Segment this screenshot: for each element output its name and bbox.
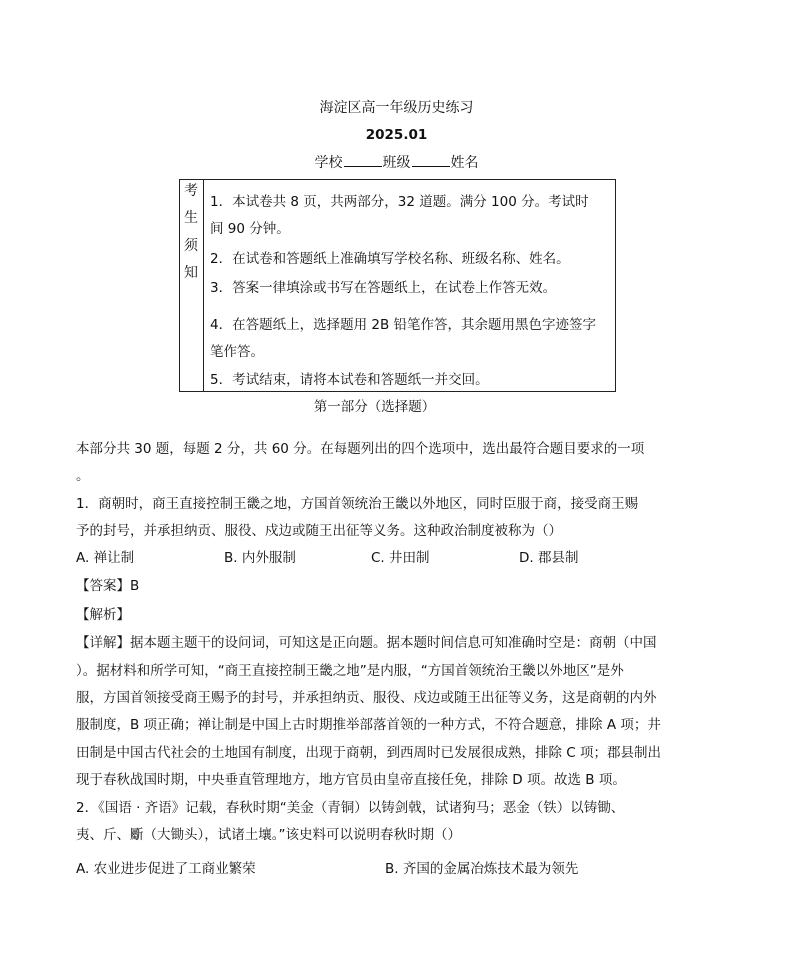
part1-title: 第一部分（选择题） xyxy=(313,399,436,415)
class-blank[interactable] xyxy=(412,165,450,167)
q1-option-c: C. 井田制 xyxy=(371,550,430,566)
part1-intro-cont: 。 xyxy=(76,468,90,484)
q1-analysis-label: 【解析】 xyxy=(76,607,130,623)
q2-option-b: B. 齐国的金属冶炼技术最为领先 xyxy=(385,861,579,877)
exam-notice-table xyxy=(179,179,616,392)
student-info-line xyxy=(0,152,793,172)
q1-detail-line: 服，方国首领接受商王赐予的封号，并承担纳贡、服役、戍边或随王出征等义务，这是商朝的内外 xyxy=(76,690,657,706)
notice-label-column xyxy=(180,180,204,391)
notice-label-char: 考 xyxy=(184,183,198,199)
q2-stem: 2．《国语 · 齐语》记载，春秋时期“美金（青铜）以铸剑戟，试诸狗马；恶金（铁）以铸锄、 xyxy=(76,800,625,816)
q1-option-b: B. 内外服制 xyxy=(224,550,296,566)
q1-detail-line: 田制是中国古代社会的土地国有制度，出现于商朝，到西周时已发展很成熟，排除 C 项；郡县制出 xyxy=(76,745,662,761)
school-blank[interactable] xyxy=(344,165,382,167)
q1-option-d: D. 郡县制 xyxy=(519,550,579,566)
notice-line: 笔作答。 xyxy=(210,344,264,360)
page-title: 海淀区高一年级历史练习 xyxy=(319,100,474,116)
q1-detail-line: 现于春秋战国时期，中央垂直管理地方，地方官员由皇帝直接任免，排除 D 项。故选 B 项。 xyxy=(76,772,626,788)
notice-line: 3．答案一律填涂或书写在答题纸上，在试卷上作答无效。 xyxy=(210,280,557,296)
part1-intro: 本部分共 30 题，每题 2 分，共 60 分。在每题列出的四个选项中，选出最符合题目要求的一项 xyxy=(76,441,645,457)
q1-stem: 1．商朝时，商王直接控制王畿之地，方国首领统治王畿以外地区，同时臣服于商，接受商王赐 xyxy=(76,496,639,512)
school-label: 学校 xyxy=(314,155,343,171)
notice-label-char: 知 xyxy=(184,265,198,281)
notice-line: 间 90 分钟。 xyxy=(210,221,290,237)
notice-label-char: 生 xyxy=(184,210,198,226)
q1-stem-cont: 予的封号，并承担纳贡、服役、戍边或随王出征等义务。这种政治制度被称为（） xyxy=(76,523,562,539)
name-label: 姓名 xyxy=(450,155,479,171)
notice-line: 4．在答题纸上，选择题用 2B 铅笔作答，其余题用黑色字迹签字 xyxy=(210,317,597,333)
q1-detail-line: 【详解】据本题主题干的设问词，可知这是正向题。据本题时间信息可知准确时空是：商朝（中国 xyxy=(76,635,657,651)
notice-line: 2．在试卷和答题纸上准确填写学校名称、班级名称、姓名。 xyxy=(210,251,570,267)
notice-line: 5．考试结束，请将本试卷和答题纸一并交回。 xyxy=(210,372,489,388)
notice-label-char: 须 xyxy=(184,238,198,254)
q1-detail-line: ）。据材料和所学可知，“商王直接控制王畿之地”是内服，“方国首领统治王畿以外地区”是外 xyxy=(76,663,624,679)
notice-line: 1．本试卷共 8 页，共两部分，32 道题。满分 100 分。考试时 xyxy=(210,194,589,210)
q1-detail-line: 服制度，B 项正确；禅让制是中国上古时期推举部落首领的一种方式，不符合题意，排除 A 项；井 xyxy=(76,717,661,733)
q2-stem-cont: 夷、斤、斸（大锄头），试诸土壤。”该史料可以说明春秋时期（） xyxy=(76,827,461,843)
q2-option-a: A. 农业进步促进了工商业繁荣 xyxy=(76,861,256,877)
q1-option-a: A. 禅让制 xyxy=(76,550,135,566)
exam-date: 2025.01 xyxy=(365,127,428,143)
class-label: 班级 xyxy=(382,155,411,171)
q1-answer: 【答案】B xyxy=(76,578,140,594)
